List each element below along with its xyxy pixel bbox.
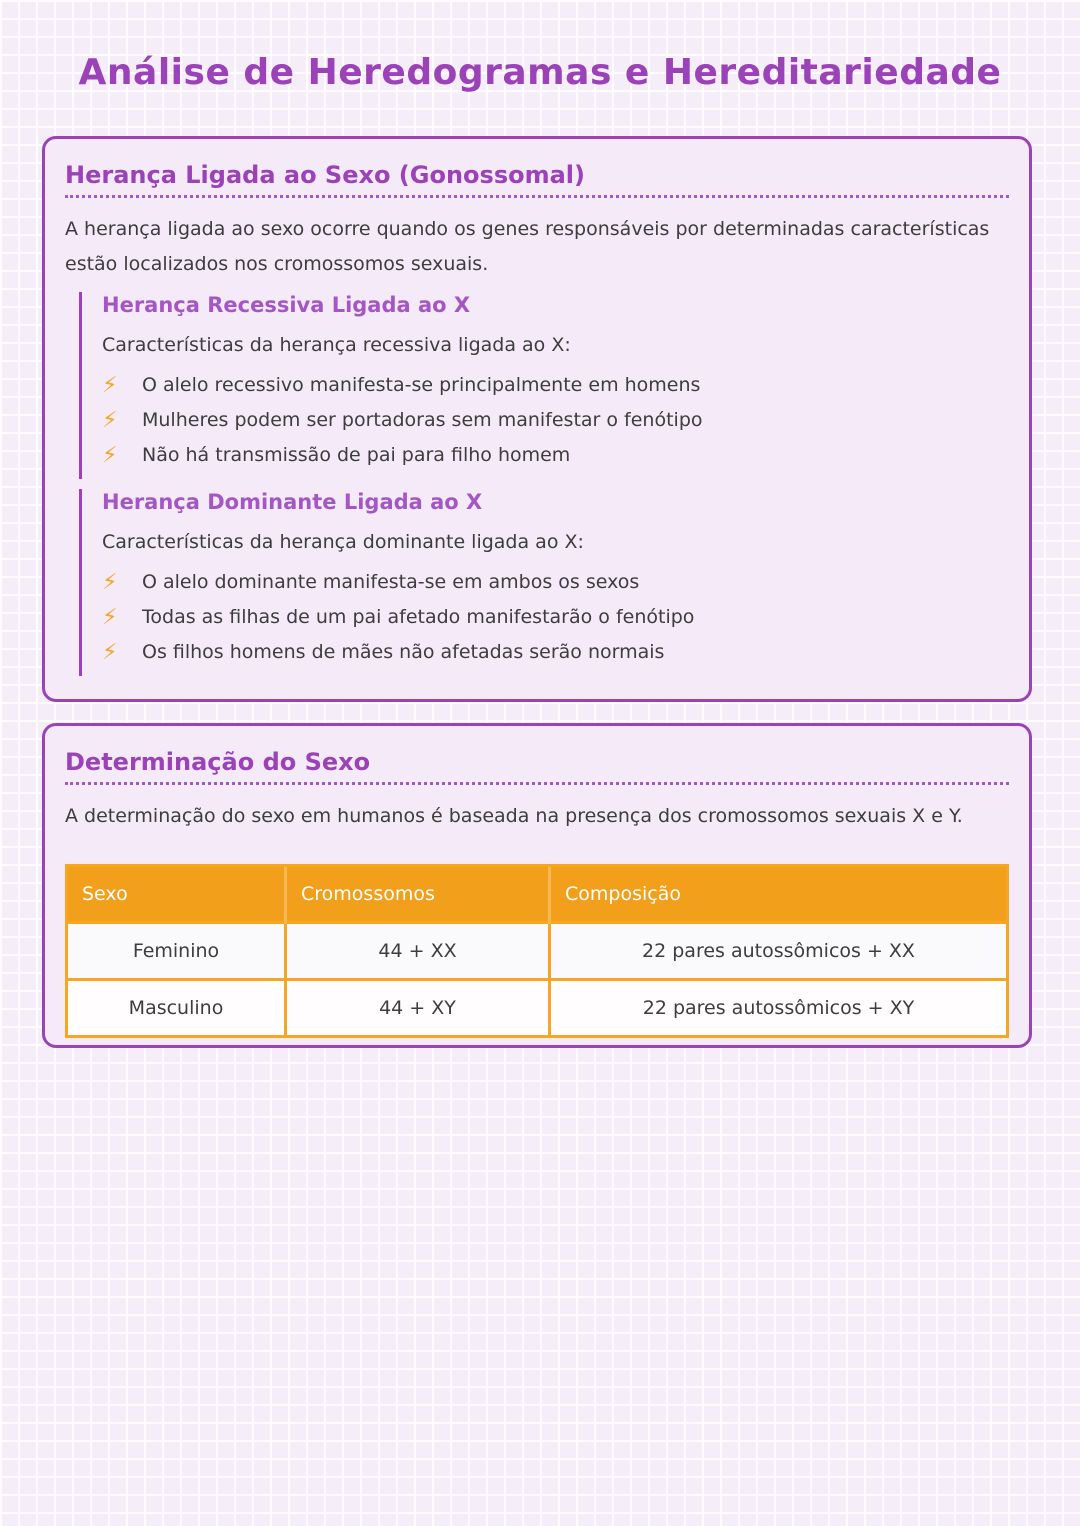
list-item	[102, 600, 1009, 635]
section-intro: A herança ligada ao sexo ocorre quando os genes responsáveis por determinadas características estão localizados nos cromossomos sexuais.	[65, 218, 990, 275]
section-heading: Determinação do Sexo	[65, 748, 1009, 785]
list-item-text: O alelo dominante manifesta-se em ambos os sexos	[142, 571, 640, 593]
lightning-bolt-icon: ⚡	[102, 443, 118, 468]
list-item-text: Não há transmissão de pai para filho homem	[142, 444, 571, 466]
table-cell: Feminino	[68, 923, 286, 980]
column-header-cromossomos: Cromossomos	[286, 867, 550, 923]
table-cell: Masculino	[68, 980, 286, 1036]
column-header-composicao: Composição	[550, 867, 1007, 923]
lightning-bolt-icon: ⚡	[102, 605, 118, 630]
lightning-bolt-icon: ⚡	[102, 373, 118, 398]
recessive-block	[79, 292, 1009, 479]
lightning-bolt-icon: ⚡	[102, 640, 118, 665]
section-heading: Herança Ligada ao Sexo (Gonossomal)	[65, 161, 1009, 198]
section-intro: A determinação do sexo em humanos é baseada na presença dos cromossomos sexuais X e Y.	[65, 805, 963, 827]
list-item-text: Os filhos homens de mães não afetadas serão normais	[142, 641, 665, 663]
table-cell: 44 + XY	[286, 980, 550, 1036]
list-item	[102, 438, 1009, 473]
page-title: Análise de Heredogramas e Hereditariedade	[78, 52, 1002, 93]
column-header-sexo: Sexo	[68, 867, 286, 923]
sex-determination-table	[65, 864, 1009, 1038]
sex-linked-inheritance-card	[42, 136, 1032, 702]
list-item-text: O alelo recessivo manifesta-se principalmente em homens	[142, 374, 701, 396]
subsection-title: Herança Dominante Ligada ao X	[102, 490, 483, 514]
table-cell: 22 pares autossômicos + XY	[550, 980, 1007, 1036]
list-item	[102, 635, 1009, 670]
list-item	[102, 565, 1009, 600]
dominant-block	[79, 489, 1009, 676]
table-header-row	[68, 867, 1006, 923]
list-item-text: Todas as filhas de um pai afetado manifestarão o fenótipo	[142, 606, 695, 628]
list-item-text: Mulheres podem ser portadoras sem manifestar o fenótipo	[142, 409, 703, 431]
list-item	[102, 368, 1009, 403]
lightning-bolt-icon: ⚡	[102, 408, 118, 433]
bullet-list	[102, 565, 1009, 670]
lightning-bolt-icon: ⚡	[102, 570, 118, 595]
table-cell: 22 pares autossômicos + XX	[550, 923, 1007, 980]
subsection-intro: Características da herança dominante ligada ao X:	[102, 531, 584, 553]
table-cell: 44 + XX	[286, 923, 550, 980]
subsection-title: Herança Recessiva Ligada ao X	[102, 293, 471, 317]
table-row	[68, 980, 1006, 1036]
sex-determination-card	[42, 723, 1032, 1048]
bullet-list	[102, 368, 1009, 473]
subsection-intro: Características da herança recessiva ligada ao X:	[102, 334, 571, 356]
table-row	[68, 923, 1006, 980]
list-item	[102, 403, 1009, 438]
